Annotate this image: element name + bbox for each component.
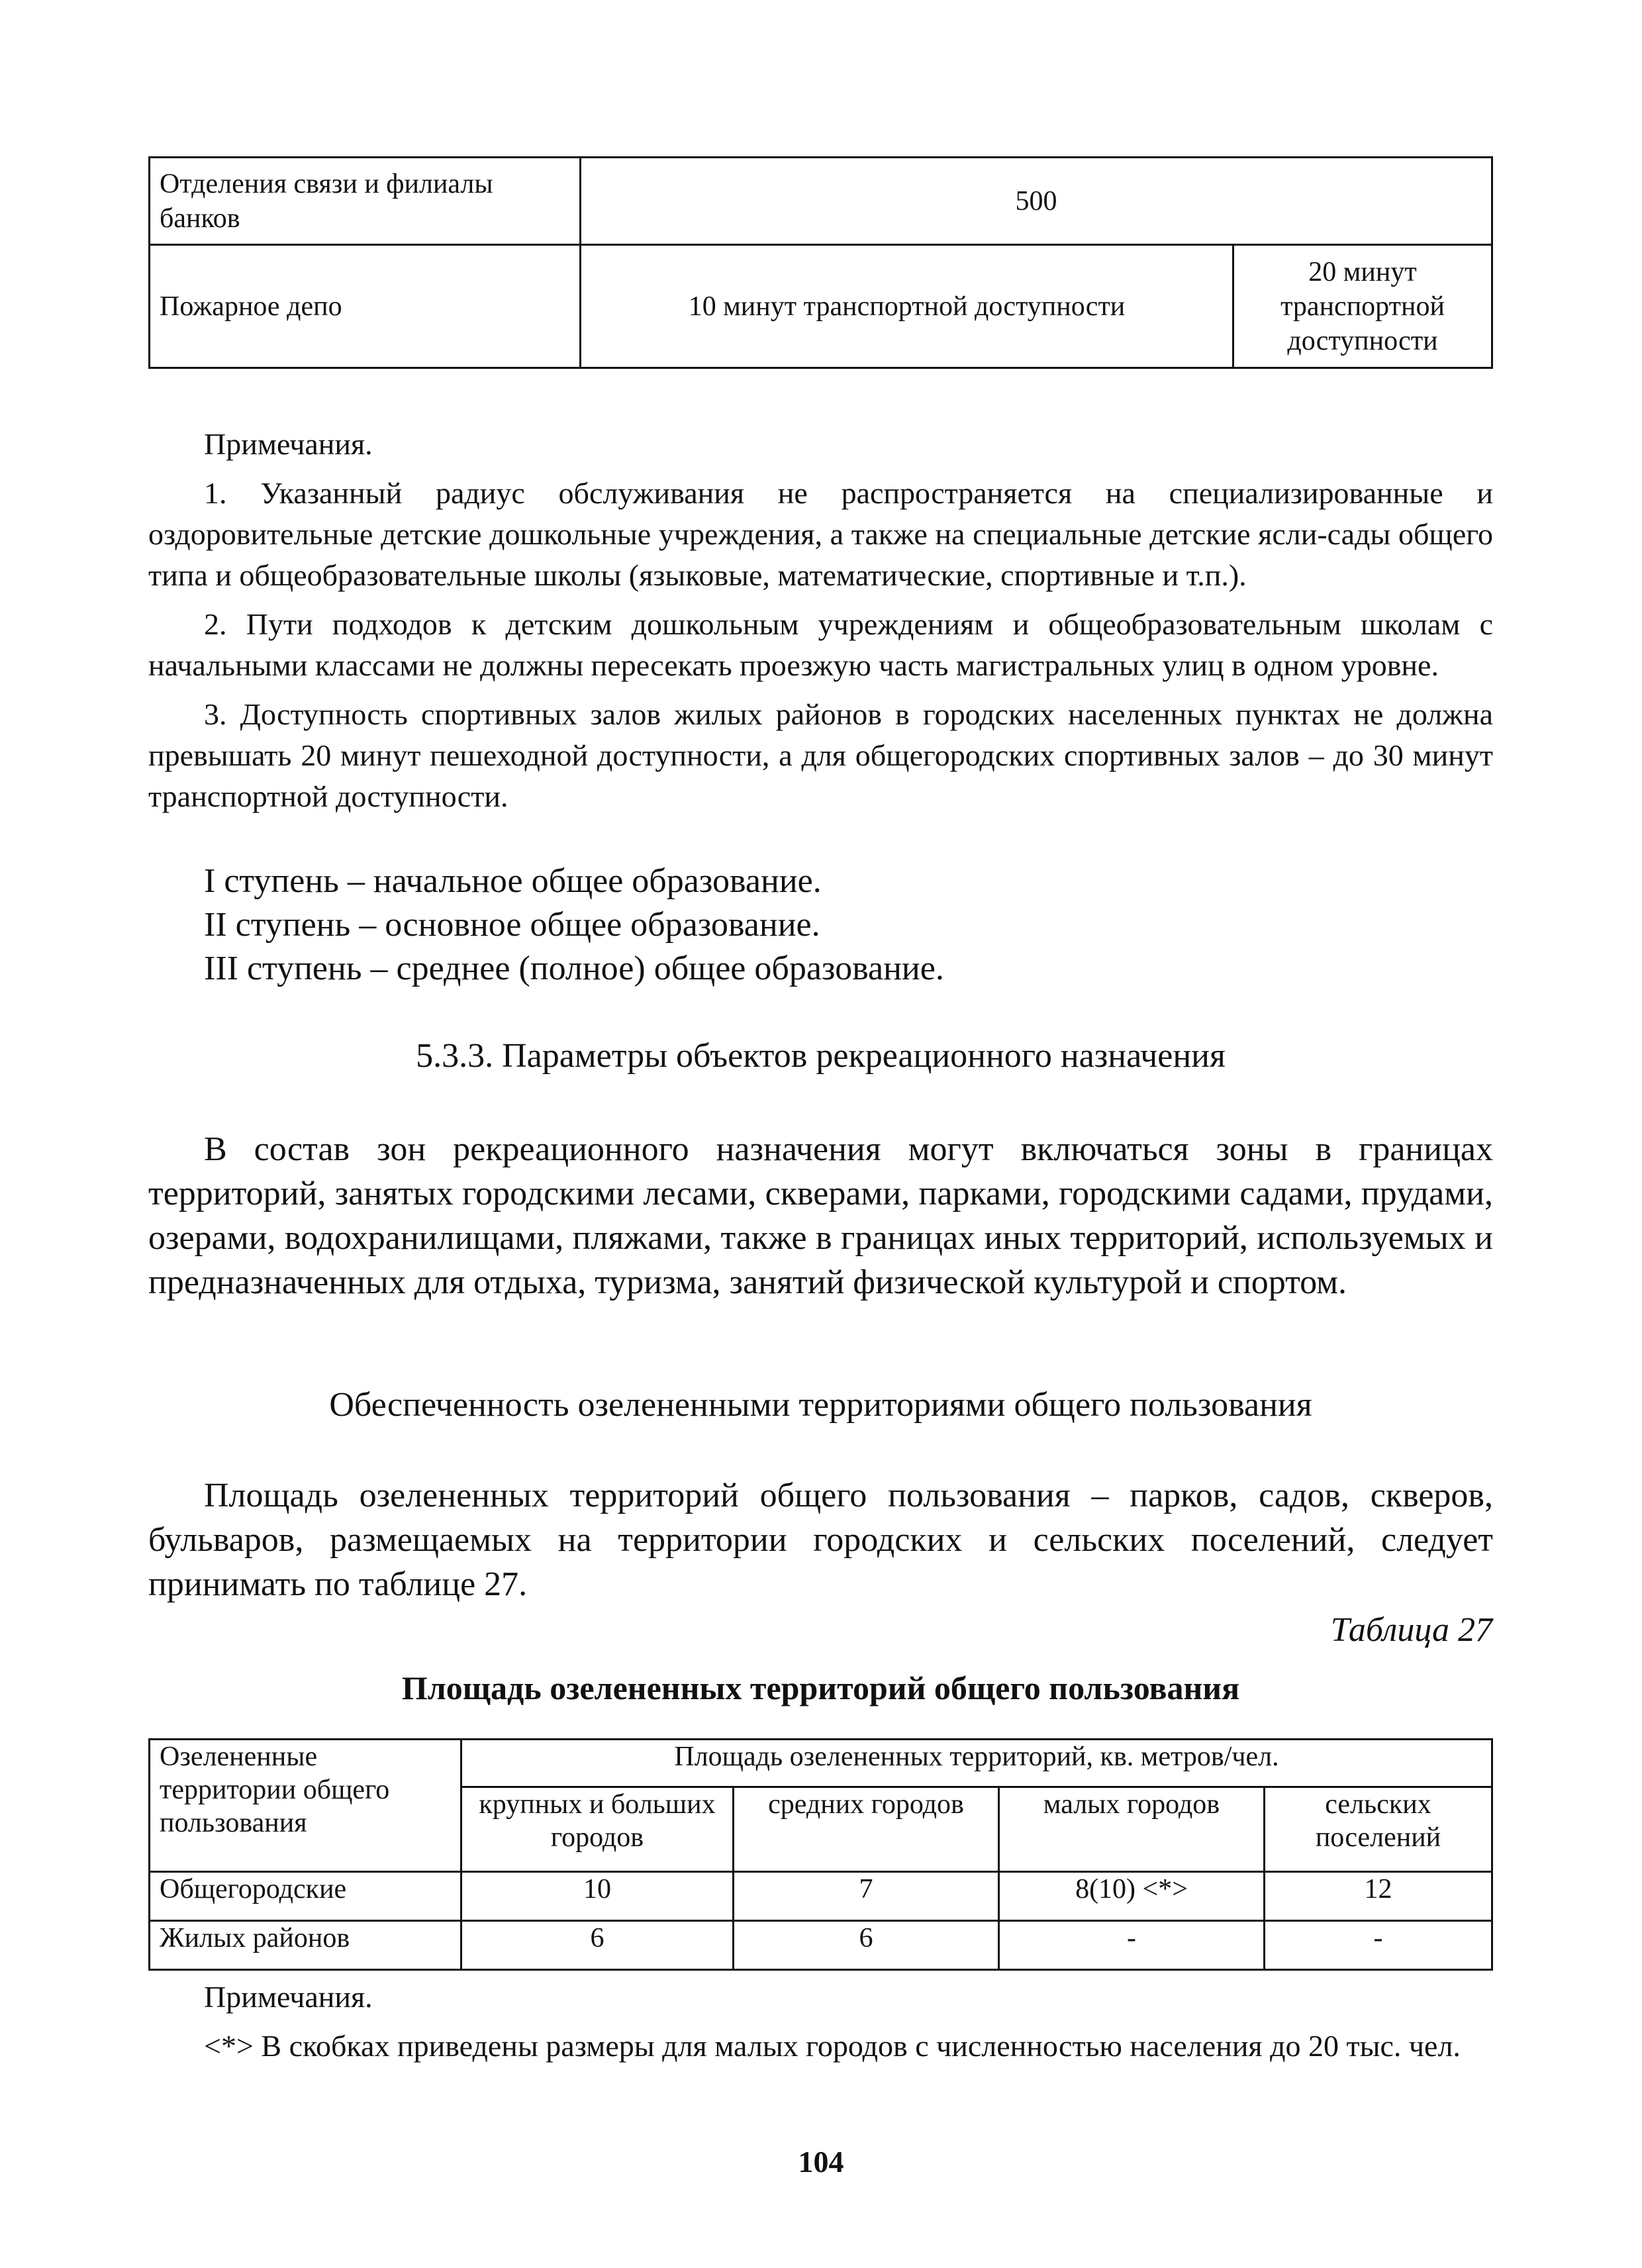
note-item: 2. Пути подходов к детским дошкольным учреждениям и общеобразовательным школам с начальными классами не должны пересекать проезжую часть магистральных улиц в одном уровне. [148, 607, 1493, 682]
section-heading: 5.3.3. Параметры объектов рекреационного назначения [416, 1037, 1226, 1075]
column-header: средних городов [734, 1787, 999, 1872]
education-step: III ступень – среднее (полное) общее образование. [204, 950, 944, 987]
section-paragraph-text: В состав зон рекреационного назначения могут включаться зоны в границах территорий, занятых городскими лесами, скверами, парками, городскими садами, прудами, озерами, водохранилищами, пляжами, также в границах иных территорий, используемых и предназначенных для отдыха, туризма, занятий физической культурой и спортом. [148, 1130, 1493, 1301]
table-cell: 8(10) <*> [999, 1872, 1265, 1921]
group-header-cell: Площадь озелененных территорий, кв. метров/чел. [461, 1740, 1492, 1787]
notes-heading: Примечания. [204, 1980, 373, 2014]
column-header: сельских поселений [1265, 1787, 1492, 1872]
table-row [150, 158, 1492, 245]
table-cell: 7 [734, 1872, 999, 1921]
table-cell: 6 [734, 1921, 999, 1970]
table-header-row [150, 1740, 1492, 1787]
subsection-paragraph-text: Площадь озелененных территорий общего пользования – парков, садов, скверов, бульваров, размещаемых на территории городских и сельских поселений, следует принимать по таблице 27. [148, 1477, 1493, 1603]
table-cell: 10 [461, 1872, 734, 1921]
value-cell: 500 [581, 158, 1492, 245]
row-label: Жилых районов [150, 1921, 461, 1970]
table-cell: - [999, 1921, 1265, 1970]
row-label: Общегородские [150, 1872, 461, 1921]
table-row [150, 1872, 1492, 1921]
rural-value-cell: 20 минут транспортной доступности [1233, 245, 1492, 368]
table-cell: 12 [1265, 1872, 1492, 1921]
education-step: I ступень – начальное общее образование. [204, 862, 822, 900]
notes-section [148, 424, 1493, 817]
note-text: <*> В скобках приведены размеры для малых городов с численностью населения до 20 тыс. чел. [204, 2029, 1461, 2063]
facility-name-cell: Пожарное депо [150, 245, 581, 368]
subsection-paragraph [148, 1473, 1493, 1606]
notes-heading: Примечания. [204, 427, 373, 461]
subsection-heading: Обеспеченность озелененными территориями общего пользования [329, 1386, 1312, 1424]
table-title: Площадь озелененных территорий общего пользования [401, 1669, 1240, 1706]
table-row [150, 1921, 1492, 1970]
table-row [150, 245, 1492, 368]
service-radius-table-continuation [148, 156, 1493, 369]
table-caption: Таблица 27 [1330, 1611, 1492, 1649]
education-steps [204, 860, 1462, 991]
urban-value-cell: 10 минут транспортной доступности [581, 245, 1233, 368]
column-header: малых городов [999, 1787, 1265, 1872]
education-step: II ступень – основное общее образование. [204, 906, 820, 944]
row-header-cell: Озелененные территории общего пользования [150, 1740, 461, 1872]
facility-name-cell: Отделения связи и филиалы банков [150, 158, 581, 245]
column-header: крупных и больших городов [461, 1787, 734, 1872]
note-item: 3. Доступность спортивных залов жилых районов в городских населенных пунктах не должна превышать 20 минут пешеходной доступности, а для общегородских спортивных залов – до 30 минут транспортной доступности. [148, 697, 1493, 813]
green-areas-table [148, 1738, 1493, 1971]
table-cell: - [1265, 1921, 1492, 1970]
section-paragraph [148, 1127, 1493, 1305]
table-cell: 6 [461, 1921, 734, 1970]
table-notes [148, 1977, 1493, 2067]
note-item: 1. Указанный радиус обслуживания не распространяется на специализированные и оздоровительные детские дошкольные учреждения, а также на специальные детские ясли-сады общего типа и общеобразовательные школы (языковые, математические, спортивные и т.п.). [148, 476, 1493, 592]
page-number: 104 [798, 2145, 844, 2179]
